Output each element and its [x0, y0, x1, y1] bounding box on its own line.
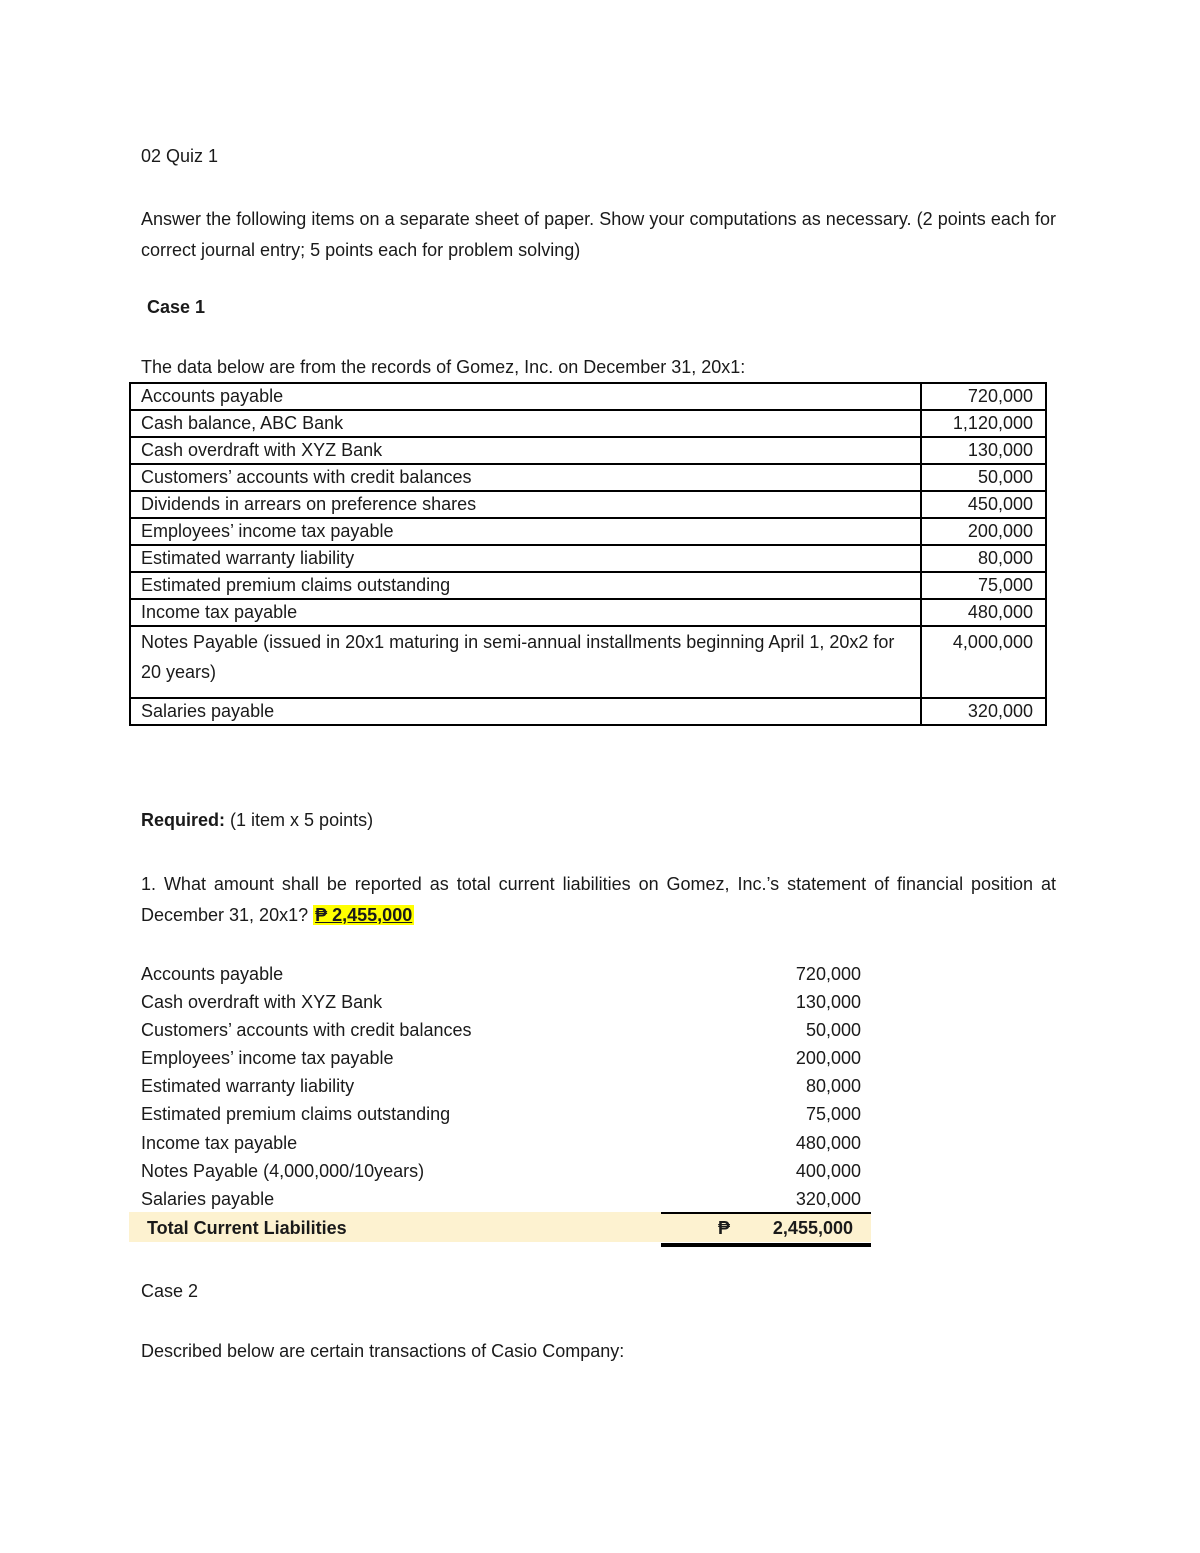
peso-sign: ₱: [718, 1218, 731, 1238]
table-row-amount: 720,000: [921, 383, 1046, 410]
table-row-label: Notes Payable (issued in 20x1 maturing in semi-annual installments beginning April 1, 20x2 for 20 years): [130, 626, 921, 698]
table-row-amount: 480,000: [921, 599, 1046, 626]
table-row-amount: 130,000: [921, 437, 1046, 464]
table-row-amount: 450,000: [921, 491, 1046, 518]
table-row-label: Income tax payable: [130, 599, 921, 626]
solution-row-amount: 50,000: [805, 1020, 861, 1040]
required-line: [141, 810, 373, 831]
table-row: [130, 545, 1046, 572]
solution-row-amount: 320,000: [795, 1189, 861, 1209]
table-row: [130, 572, 1046, 599]
solution-row: [141, 1048, 861, 1076]
solution-row-amount: 480,000: [795, 1133, 861, 1153]
solution-row: [141, 1076, 861, 1104]
solution-row-amount: 80,000: [805, 1076, 861, 1096]
instructions-paragraph: Answer the following items on a separate sheet of paper. Show your computations as necessary. (2 points each for correct journal entry; 5 points each for problem solving): [141, 209, 1056, 260]
table-row-amount: 320,000: [921, 698, 1046, 725]
solution-row: [141, 992, 861, 1020]
table-row-label: Estimated premium claims outstanding: [130, 572, 921, 599]
table-row: [130, 410, 1046, 437]
table-row-label: Accounts payable: [130, 383, 921, 410]
quiz-title: 02 Quiz 1: [141, 146, 219, 166]
table-row-label: Customers’ accounts with credit balances: [130, 464, 921, 491]
table-row-label: Cash overdraft with XYZ Bank: [130, 437, 921, 464]
table-row-amount: 200,000: [921, 518, 1046, 545]
total-double-rule: [661, 1243, 871, 1247]
table-row: [130, 437, 1046, 464]
table-row: [130, 698, 1046, 725]
table-row-amount: 4,000,000: [921, 626, 1046, 698]
case2-heading: Case 2: [141, 1281, 199, 1301]
solution-row: [141, 964, 861, 992]
solution-row: [141, 1133, 861, 1161]
table-row-label: Dividends in arrears on preference shares: [130, 491, 921, 518]
solution-row-amount: 130,000: [795, 992, 861, 1012]
solution-row: [141, 1104, 861, 1132]
total-current-liabilities-amount: 2,455,000: [772, 1218, 853, 1238]
table-row-amount: 1,120,000: [921, 410, 1046, 437]
table-row-label: Cash balance, ABC Bank: [130, 410, 921, 437]
total-top-rule: [661, 1212, 871, 1214]
solution-row-label: Estimated premium claims outstanding: [141, 1104, 451, 1124]
table-row-label: Estimated warranty liability: [130, 545, 921, 572]
solution-row-amount: 720,000: [795, 964, 861, 984]
solution-row-label: Salaries payable: [141, 1189, 275, 1209]
table-row-label: Employees’ income tax payable: [130, 518, 921, 545]
solution-row-label: Customers’ accounts with credit balances: [141, 1020, 472, 1040]
solution-row-amount: 200,000: [795, 1048, 861, 1068]
table-row: [130, 464, 1046, 491]
solution-row-label: Employees’ income tax payable: [141, 1048, 394, 1068]
table-row: [130, 599, 1046, 626]
table-row: [130, 491, 1046, 518]
table-row-amount: 50,000: [921, 464, 1046, 491]
solution-row-amount: 400,000: [795, 1161, 861, 1181]
case1-intro: The data below are from the records of Gomez, Inc. on December 31, 20x1:: [141, 357, 746, 377]
solution-row-label: Notes Payable (4,000,000/10years): [141, 1161, 425, 1181]
solution-row: [141, 1161, 861, 1189]
table-row: [130, 383, 1046, 410]
solution-row-label: Accounts payable: [141, 964, 284, 984]
highlighted-answer: ₱ 2,455,000: [315, 905, 413, 925]
solution-row-label: Income tax payable: [141, 1133, 298, 1153]
question-text: 1. What amount shall be reported as total current liabilities on Gomez, Inc.’s statement of financial position at December 31, 20x1?: [141, 874, 1056, 925]
case2-intro: Described below are certain transactions of Casio Company:: [141, 1341, 625, 1361]
case1-heading: Case 1: [147, 297, 206, 317]
table-row: [130, 518, 1046, 545]
table-row-label: Salaries payable: [130, 698, 921, 725]
solution-row: [141, 1020, 861, 1048]
required-points: (1 item x 5 points): [230, 810, 374, 830]
solution-row-amount: 75,000: [805, 1104, 861, 1124]
table-row-amount: 80,000: [921, 545, 1046, 572]
table-row-amount: 75,000: [921, 572, 1046, 599]
question-1: [141, 869, 1056, 931]
table-row: [130, 626, 1046, 698]
liabilities-data-table: [129, 382, 1047, 726]
solution-row-label: Cash overdraft with XYZ Bank: [141, 992, 383, 1012]
solution-row-label: Estimated warranty liability: [141, 1076, 355, 1096]
required-label: Required:: [141, 810, 226, 830]
total-current-liabilities-label: Total Current Liabilities: [147, 1218, 347, 1238]
